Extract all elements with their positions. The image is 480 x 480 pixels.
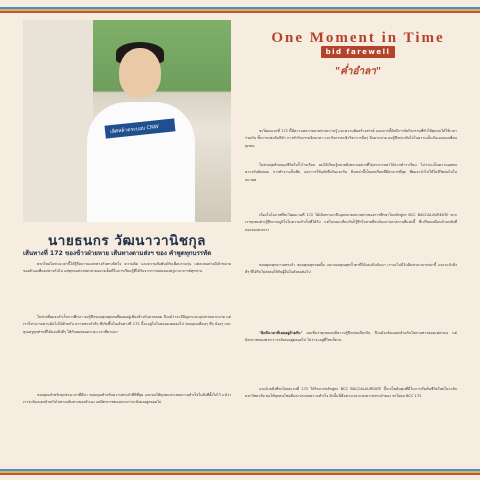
left-paragraph-2: ในช่วงที่ผมจะสำเร็จการศึกษา ผมรู้สึกขอบคุณทุกคนที่คอยอยู่เคียงข้างกันมาตลอด ถึงแม้ว่าจะมีปัญหาและอุปสรรคมากมาย แต่เราก็สามารถผ่านมันไปได้ด้วยกัน ความทรงจำดีๆ ที่เกิดขึ้นในเส้นทางที่ 172 นี้จะอยู่ในใจของผมตลอดไป ขอบคุณเพื่อนๆ พี่ๆ น้องๆ และคุณครูทุกท่านที่ได้มอบสิ่งดีๆ ให้กับผมตลอดระยะเวลาที่ผ่านมา: [23, 315, 231, 334]
right-paragraph-3: เนื่องในโอกาสที่ชะไผ่ยมเวนที่ 172 ได้เดินทางมาถึงจุดหมายปลายทางของการศึกษาในหลักสูตร BCC BACCALAUREATE พวกเราทุกคนต่างรู้สึกภาคภูมิใจในความสำเร็จที่ได้รับ แต่ในขณะเดียวกันก็รู้สึกใจหายที่จะต้องจากลาสถานที่แห่งนี้ ที่เปรียบเสมือนบ้านหลังที่สองของพวกเรา: [245, 213, 457, 232]
right-paragraph-1: ชะไผ่ยมเวนที่ 172 นี้มีความหลากหลายทางความรู้ และความคิดสร้างสรรค์ นอกจากนี้ยังมีการจัดกิจกรรมที่ทำให้ทุกคนได้ใช้เวลาร่วมกัน ทั้งการแข่งขันกีฬา การทำกิจกรรมจิตอาสา และกิจกรรมเชิงวิชาการอื่นๆ อีกมากมาย ผมรู้สึกประทับใจในความเป็นกันเองของเพื่อนทุกคน: [245, 129, 457, 148]
thai-heading: "ค่ำอำลา": [334, 66, 382, 77]
portrait-photo: [23, 20, 231, 222]
page-title: One Moment in Time: [271, 30, 445, 46]
top-stripes: [0, 7, 480, 13]
left-heading: เส้นทางที่ 172 ของข้าวฝ่ายหาย เส้นทางตามส่งฯ ของ คำพูดทุกบรรทัด: [23, 250, 212, 257]
right-paragraph-5: "คิดถึงเวลาที่เคยอยู่ด้วยกัน" ผมเชื่อว่าทุกคนคงมีความรู้สึกเช่นเดียวกัน ถึงแม้จะต้องแยกย้ายกันไปตามทางของแต่ละคน แต่มิตรภาพของพวกเราจะยังคงอยู่ตลอดไป ไม่ว่าจะอยู่ที่ไหนก็ตาม: [245, 331, 457, 343]
left-paragraph-3: ขอบคุณสำหรับทุกช่วงเวลาที่มีค่า ขอบคุณสำหรับความทรงจำที่ดีที่สุด และขอให้ทุกคนประสบความสำเร็จในสิ่งที่ตั้งใจไว้ แม้ว่าเราจะต้องแยกย้ายกันไปตามเส้นทางของตัวเอง แต่มิตรภาพของพวกเราจะยังคงอยู่ตลอดไป: [23, 393, 231, 405]
right-paragraph-6: และด้วยสิ่งที่ชะไผ่ยมเวนที่ 172 ได้รับจากหลักสูตร BCC BACCALAUREATE นี้จะเป็นต้นทุนที่ดีในการเริ่มต้นชีวิตใหม่ในระดับมหาวิทยาลัย ขอให้ทุกคนโชคดีและประสบความสำเร็จ ดังนั้นนี่คือช่วงเวลาแห่งความทรงจำของ ชะไผ่ยม BCC 172: [245, 387, 457, 399]
bottom-stripes: [0, 469, 480, 475]
photo-caption: นายธนกร วัฒนาวานิชกุล: [48, 233, 206, 249]
right-paragraph-2: ในช่วงสุดท้ายของชีวิตในรั้วโรงเรียน ผมได้เรียนรู้หลายสิ่งหลายอย่างที่ไม่สามารถหาได้จากตำราเรียน ไม่ว่าจะเป็นความอดทน ความรับผิดชอบ การทำงานเป็นทีม และการให้อภัยซึ่งกันและกัน สิ่งเหล่านี้เป็นบทเรียนที่มีค่ามากที่สุด ที่ผมจะนำไปใช้ในชีวิตต่อไปในอนาคต: [245, 163, 457, 182]
banner-text: เลิศหล้าตระบอบ CNW: [109, 124, 160, 136]
left-paragraph-1: พวกใหม่ในช่วงเวลานี้ได้รู้ถึงความแตกต่างกันทางจิตใจ ความคิด และความสัมพันธ์กับเพื่อนร่วมรุ่น แต่ละคนต่างมีเป้าหมายของตัวเองที่แตกต่างกันไป แต่ทุกคนต่างพยายามอย่างเต็มที่ในการเรียนรู้ที่ได้รับจากการสอนของครูบาอาจารย์ทุกท่าน: [23, 262, 231, 274]
section-pill: bid farewell: [321, 46, 395, 58]
right-paragraph-4: ขอบคุณทุกความทรงจำ ขอบคุณทุกรอยยิ้ม และขอบคุณทุกน้ำตาที่ได้แบ่งปันกันมา เราจะไม่มีวันลืมช่วงเวลาเหล่านี้ และจะนำสิ่งดีๆ ที่ได้รับไปส่งต่อให้กับผู้อื่นในสังคมต่อไป: [245, 263, 457, 275]
